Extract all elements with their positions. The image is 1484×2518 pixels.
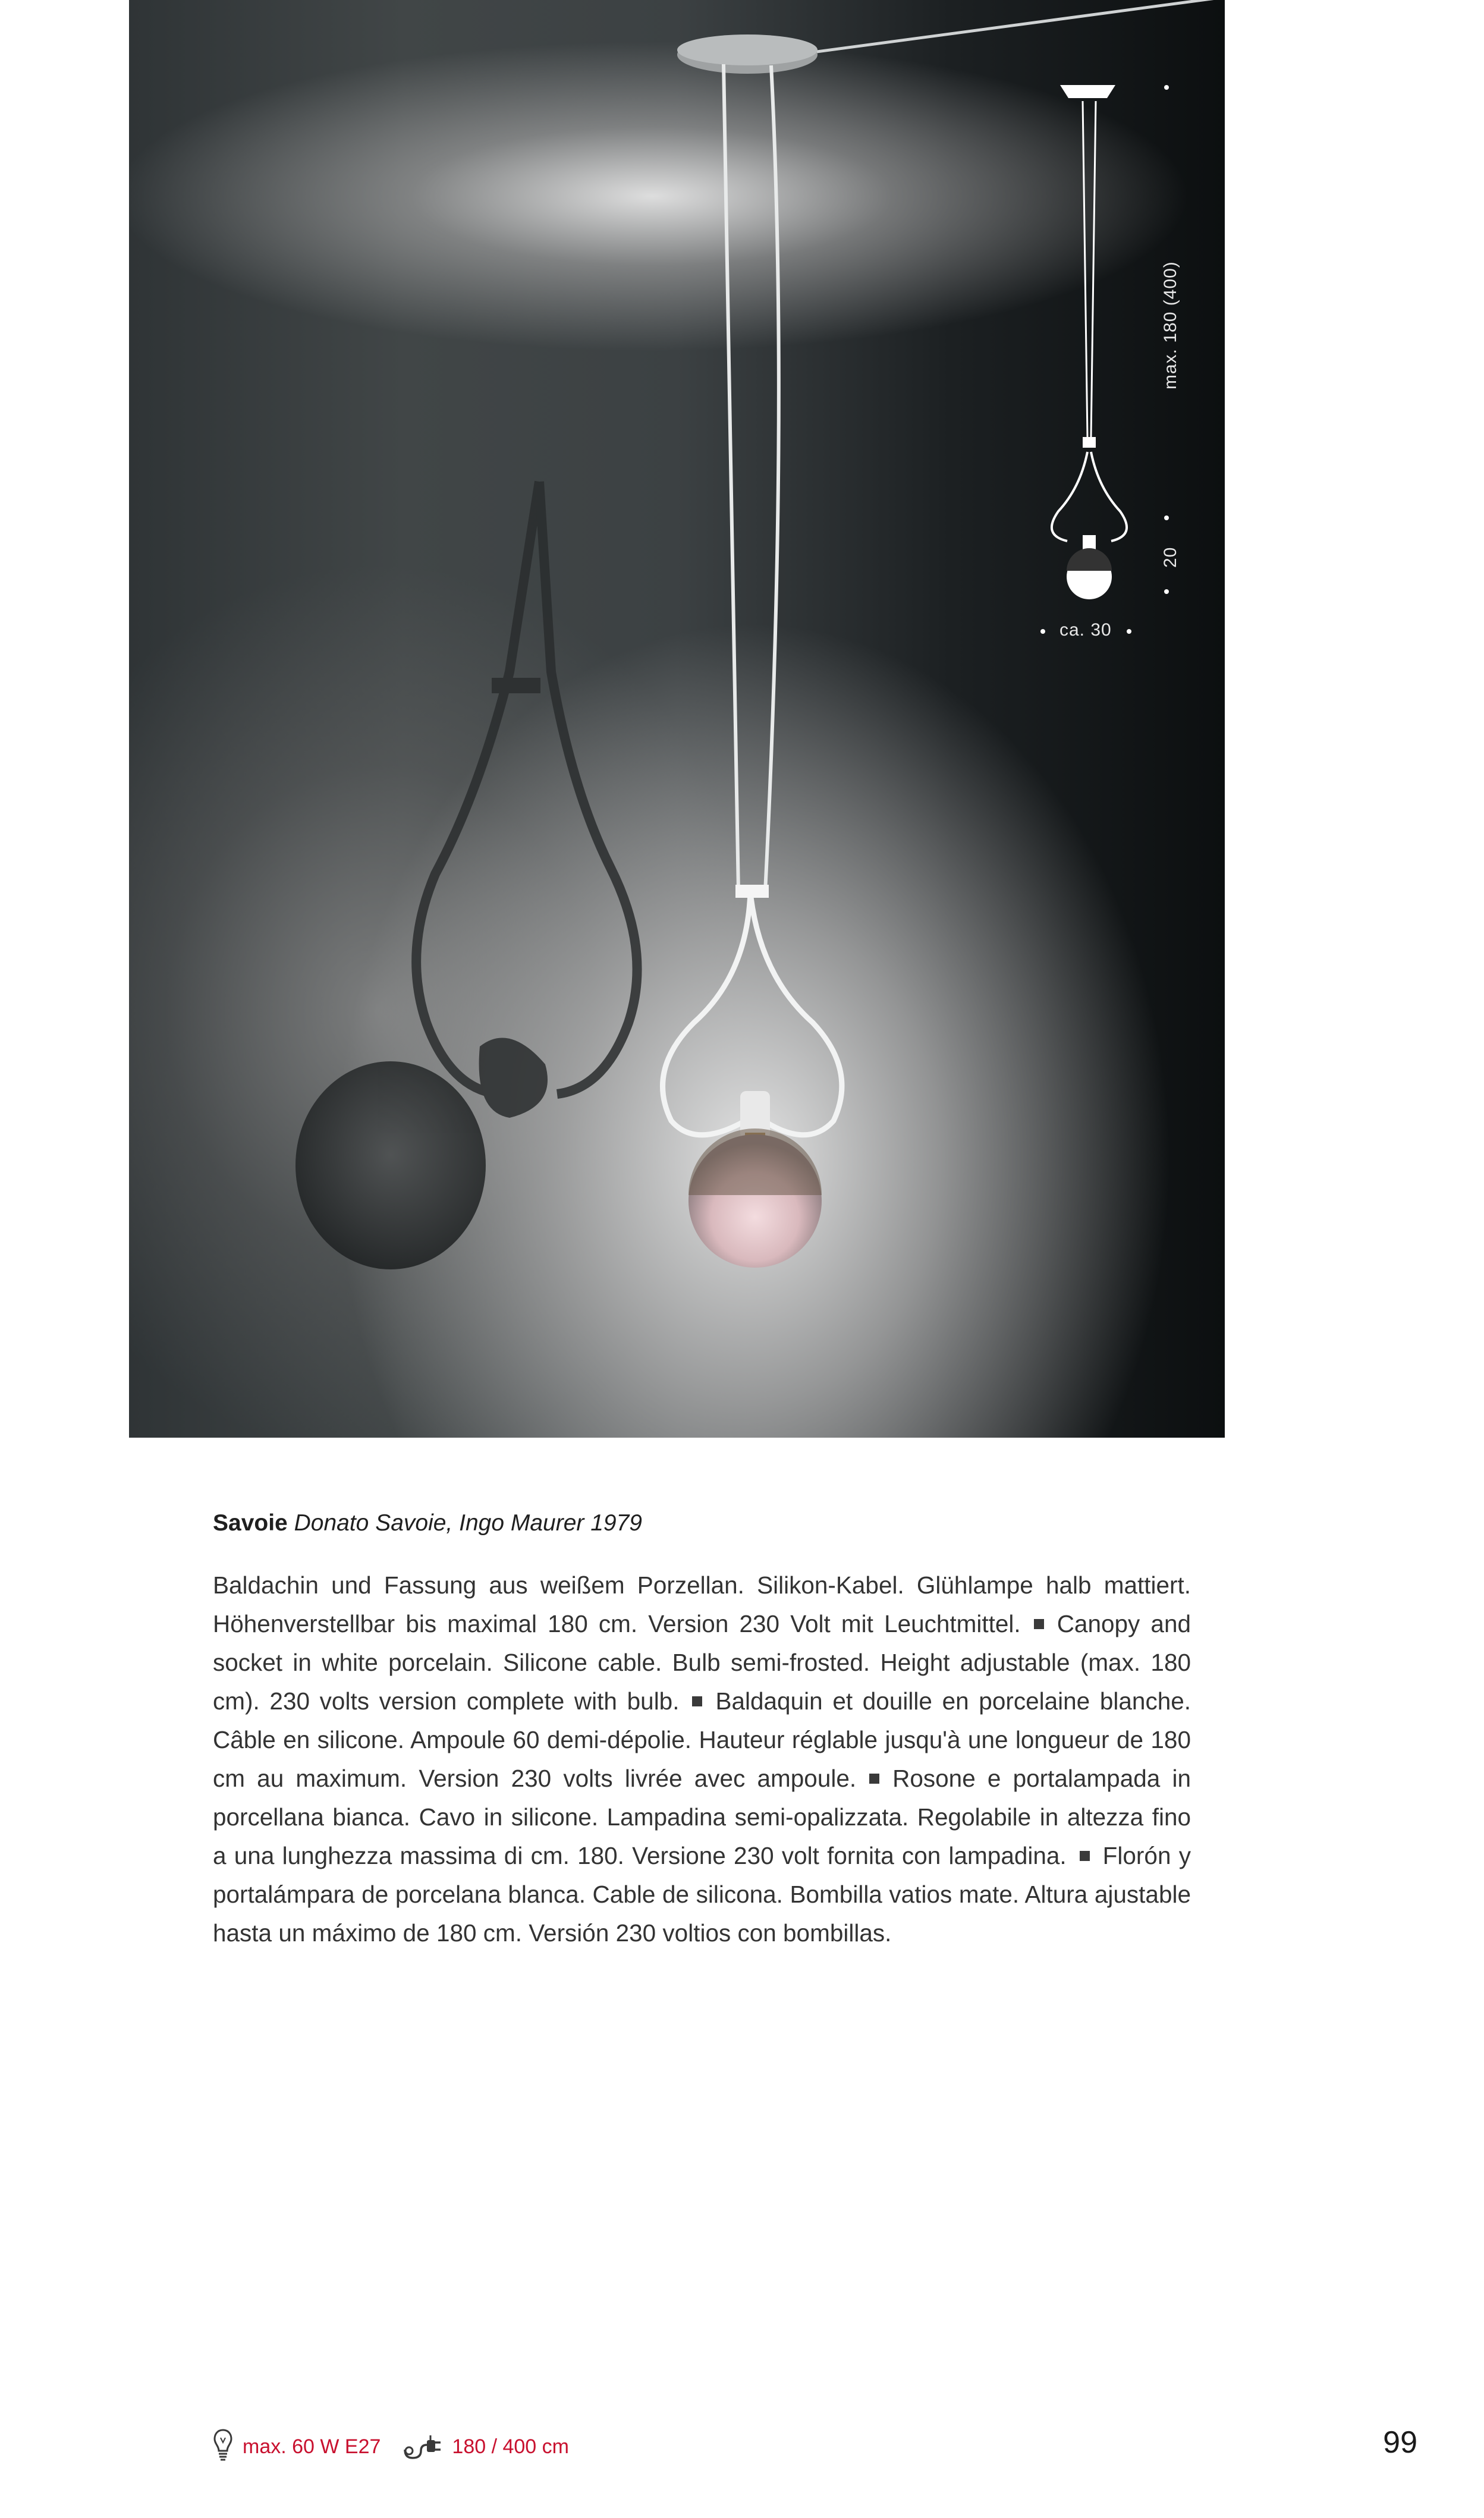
product-photo <box>129 0 1225 1438</box>
product-name: Savoie <box>213 1510 288 1536</box>
description-de: Baldachin und Fassung aus weißem Porzellan. Silikon-Kabel. Glühlampe halb mattiert. Höhenverstellbar bis maximal 180 cm. Version 230 Volt mit Leuchtmittel. <box>213 1571 1191 1637</box>
plug-cable-icon <box>403 2433 442 2460</box>
bulb-dimension-label: 20 <box>1161 546 1180 568</box>
separator-square-icon <box>1034 1619 1044 1629</box>
separator-square-icon <box>869 1774 879 1784</box>
product-description <box>213 1566 1191 1953</box>
bulb-spec-label: max. 60 W E27 <box>243 2435 381 2458</box>
width-dimension-label: ca. 30 <box>1059 620 1112 640</box>
height-dimension-label: max. 180 (400) <box>1161 261 1180 389</box>
separator-square-icon <box>1080 1851 1090 1861</box>
cable-clip <box>735 885 769 898</box>
dimension-drawing <box>1040 85 1169 634</box>
description-en: Canopy and socket in white porcelain. Silicone cable. Bulb semi-frosted. Height adjustable (max. 180 cm). 230 volts version complete with bulb. <box>213 1610 1191 1715</box>
ceiling-cable <box>759 0 1225 59</box>
suspension-cable <box>724 64 738 892</box>
product-designer: Donato Savoie, Ingo Maurer 1979 <box>294 1510 642 1536</box>
cable-spec-label: 180 / 400 cm <box>452 2435 569 2458</box>
description-es: Florón y portalámpara de porcelana blanca. Cable de silicona. Bombilla vatios mate. Altura ajustable hasta un máximo de 180 cm. Versión 230 voltios con bombillas. <box>213 1842 1191 1947</box>
separator-square-icon <box>692 1696 702 1706</box>
page-number: 99 <box>1383 2425 1417 2460</box>
spec-footer <box>213 2426 569 2467</box>
description-it: Rosone e portalampada in porcellana bianca. Cavo in silicone. Lampadina semi-opalizzata. Regolabile in altezza fino a una lunghezza massima di cm. 180. Versione 230 volt fornita con lampadina. <box>213 1765 1191 1869</box>
lightbulb-icon <box>213 2428 233 2465</box>
heart-frame <box>663 892 750 1135</box>
bulb-spec <box>213 2428 381 2465</box>
product-title <box>213 1510 642 1536</box>
lamp-shadow <box>129 0 731 1269</box>
cable-spec <box>403 2433 569 2460</box>
lamp-illustration <box>129 0 1225 1438</box>
description-fr: Baldaquin et douille en porcelaine blanche. Câble en silicone. Ampoule 60 demi-dépolie. Hauteur réglable jusqu'à une longueur de 180 cm au maximum. Version 230 volts livrée avec ampoule. <box>213 1687 1191 1792</box>
